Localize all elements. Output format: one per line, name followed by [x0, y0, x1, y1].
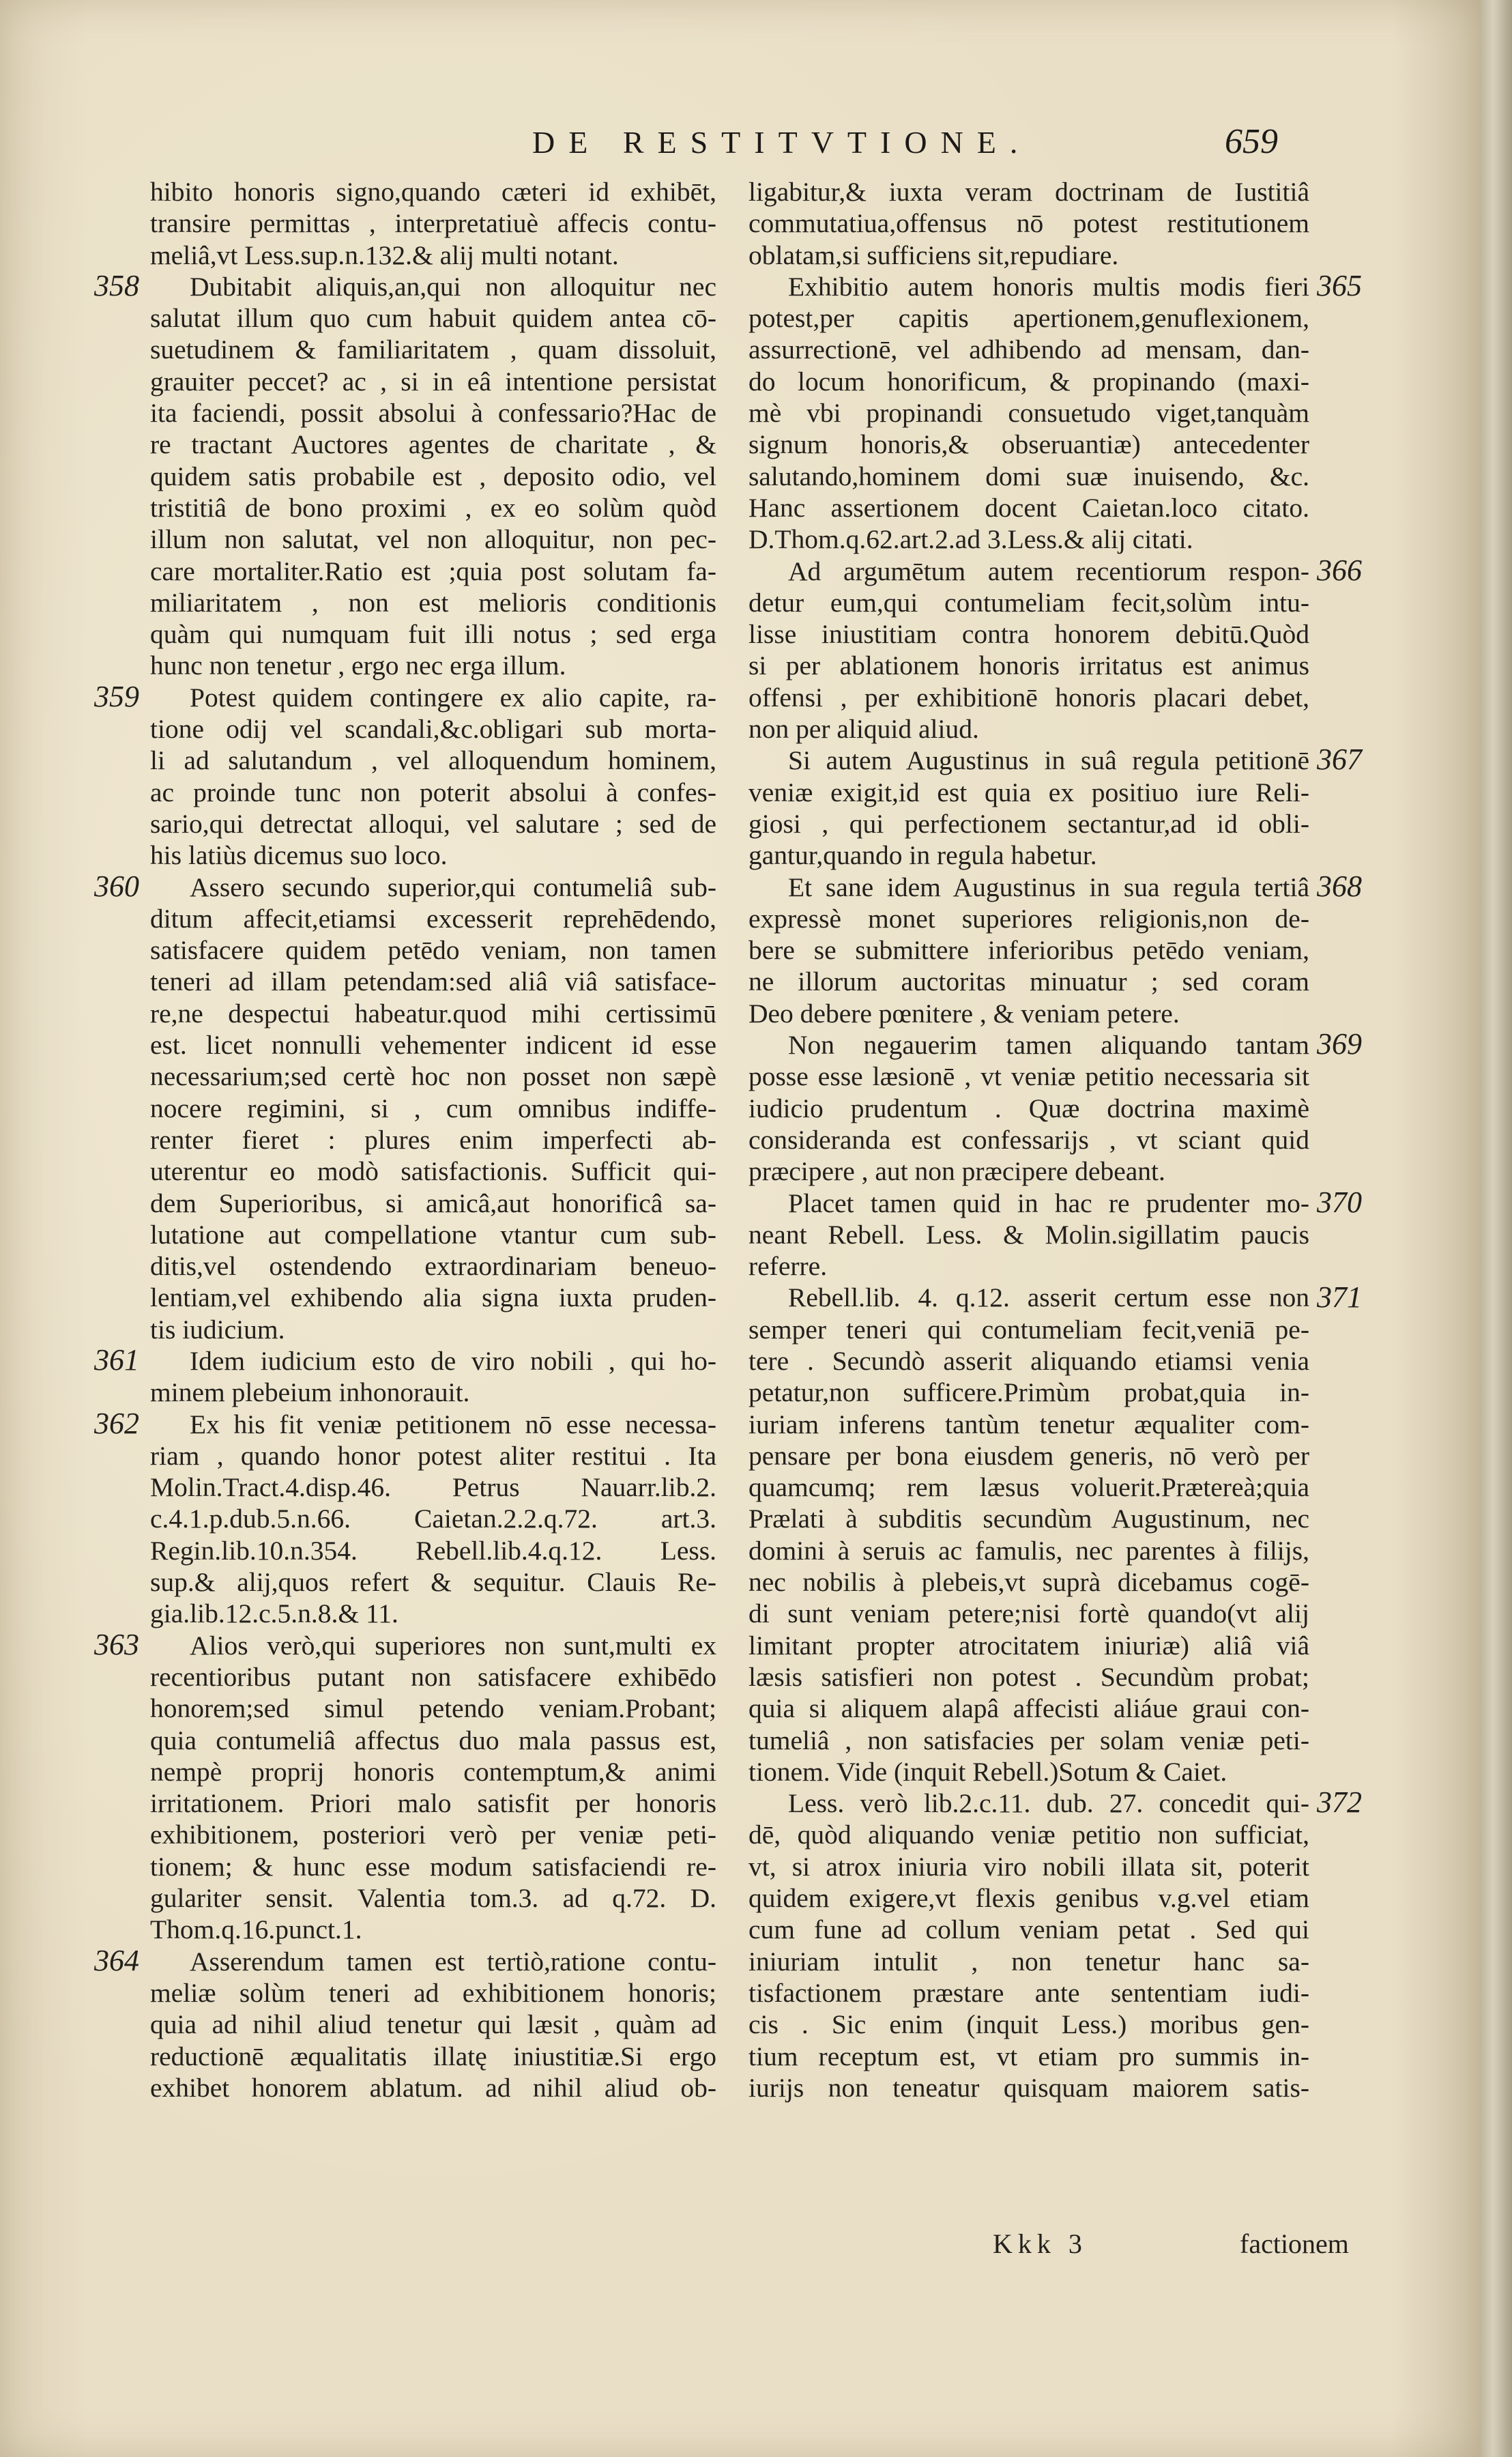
text-line: quidem satis probabile est , deposito odio, vel	[150, 461, 716, 491]
text-line: expressè monet superiores religionis,non de-	[748, 903, 1309, 934]
text-line: exhibet honorem ablatum. ad nihil aliud ob-	[150, 2072, 716, 2103]
text-line: minem plebeium inhonorauit.	[150, 1377, 470, 1408]
text-line: reductionē æqualitatis illatę iniustitiæ.Si ergo	[150, 2041, 716, 2071]
text-line: ne illorum auctoritas minuatur ; sed coram	[748, 966, 1309, 997]
text-line: re tractant Auctores agentes de charitate , &	[150, 429, 716, 460]
text-line: teneri ad illam petendam:sed aliâ viâ satisface-	[150, 966, 716, 997]
text-line: ita faciendi, possit absolui à confessario?Hac de	[150, 398, 716, 429]
text-line: detur eum,qui contumeliam fecit,solùm intu-	[748, 587, 1309, 618]
text-line: quia si aliquem alapâ affecisti aliáue graui con-	[748, 1693, 1309, 1724]
paragraph-number: 367	[1317, 743, 1362, 777]
text-line: ligabitur,& iuxta veram doctrinam de Iustitiâ	[748, 177, 1309, 207]
text-line: sario,qui detrectat alloqui, vel salutare ; sed de	[150, 808, 716, 839]
text-line: tere . Secundò asserit aliquando etiamsi venia	[748, 1345, 1309, 1376]
text-line: est. licet nonnulli vehementer indicent id esse	[150, 1030, 716, 1061]
text-line: si per ablationem honoris irritatus est animus	[748, 650, 1309, 681]
text-line: veniæ exigit,id est quia ex positiuo iure Reli-	[748, 777, 1309, 807]
text-line: læsis satisfieri non potest . Secundùm probat;	[748, 1661, 1309, 1692]
catchword: factionem	[1240, 2228, 1349, 2259]
paragraph-number: 371	[1317, 1280, 1362, 1314]
text-line: lutatione aut compellatione vtantur cum sub-	[150, 1219, 716, 1250]
text-line: neant Rebell. Less. & Molin.sigillatim paucis	[748, 1219, 1309, 1250]
paragraph-number: 372	[1317, 1785, 1362, 1820]
text-line: ditum affecit,etiamsi excesserit reprehēdendo,	[150, 903, 716, 934]
text-line: limitant propter atrocitatem iniuriæ) aliâ viâ	[748, 1630, 1309, 1661]
text-line: salutando,hominem domi suæ inuisendo, &c.	[748, 461, 1309, 491]
text-line: semper teneri qui contumeliam fecit,veniā pe-	[748, 1314, 1309, 1345]
text-line: cis . Sic enim (inquit Less.) moribus gen-	[748, 2009, 1309, 2040]
paragraph-number: 358	[94, 268, 139, 302]
text-line: Idem iudicium esto de viro nobili , qui ho-	[190, 1345, 716, 1376]
text-line: giosi , qui perfectionem sectantur,ad id obli-	[748, 808, 1309, 839]
text-line: consideranda est confessarijs , vt sciant quid	[748, 1124, 1309, 1155]
text-line: nempè proprij honoris contemptum,& animi	[150, 1756, 716, 1787]
text-line: hunc non tenetur , ergo nec erga illum.	[150, 650, 566, 681]
text-line: referre.	[748, 1251, 828, 1282]
text-line: quidem exigere,vt flexis genibus v.g.vel etiam	[748, 1883, 1309, 1914]
text-line: offensi , per exhibitionē honoris placari debet,	[748, 682, 1309, 713]
text-line: hibito honoris signo,quando cæteri id exhibēt,	[150, 177, 716, 207]
text-line: Prælati à subditis secundùm Augustinum, nec	[748, 1504, 1309, 1534]
text-line: ac proinde tunc non poterit absolui à confes-	[150, 777, 716, 807]
text-line: præcipere , aut non præcipere debeant.	[748, 1156, 1165, 1187]
text-line: Et sane idem Augustinus in sua regula tertiâ	[788, 872, 1309, 902]
text-line: Thom.q.16.punct.1.	[150, 1914, 362, 1945]
text-line: bere se submittere inferioribus petēdo veniam,	[748, 935, 1309, 966]
text-line: iurijs non teneatur quisquam maiorem satis-	[748, 2072, 1309, 2103]
text-line: Less. verò lib.2.c.11. dub. 27. concedit qui-	[788, 1788, 1309, 1819]
text-line: do locum honorificum, & propinando (maxi-	[748, 366, 1309, 397]
text-line: satisfacere quidem petēdo veniam, non tamen	[150, 935, 716, 966]
text-line: gantur,quando in regula habetur.	[748, 840, 1097, 871]
text-line: iudicio prudentum . Quæ doctrina maximè	[748, 1093, 1309, 1123]
text-line: li ad salutandum , vel alloquendum hominem,	[150, 745, 716, 776]
page-edge	[1481, 0, 1512, 2457]
running-title: DE RESTITVTIONE.	[532, 125, 1032, 160]
left-text-column	[150, 176, 716, 2103]
text-line: petatur,non sufficere.Primùm probat,quia in-	[748, 1377, 1309, 1408]
text-line: D.Thom.q.62.art.2.ad 3.Less.& alij citati.	[748, 524, 1193, 555]
text-line: exhibitionem, posteriori verò per veniæ peti-	[150, 1820, 716, 1850]
text-line: gulariter sensit. Valentia tom.3. ad q.72. D.	[150, 1883, 716, 1914]
paragraph-number: 359	[94, 679, 139, 713]
signature-mark: Kkk 3	[993, 2228, 1088, 2259]
text-line: suetudinem & familiaritatem , quam dissoluit,	[150, 334, 716, 365]
text-line: dem Superioribus, si amicâ,aut honorificâ sa-	[150, 1188, 716, 1218]
text-line: riam , quando honor potest aliter restitui . Ita	[150, 1440, 716, 1471]
text-line: Deo debere pœnitere , & veniam petere.	[748, 998, 1180, 1029]
text-line: sup.& alij,quos refert & sequitur. Clauis Re-	[150, 1567, 716, 1598]
paragraph-number: 363	[94, 1627, 139, 1661]
text-line: commutatiua,offensus nō potest restitutionem	[748, 208, 1309, 239]
text-line: Placet tamen quid in hac re prudenter mo-	[788, 1188, 1309, 1218]
text-line: iuriam inferens tantùm tenetur æqualiter com-	[748, 1409, 1309, 1439]
text-line: tionem. Vide (inquit Rebell.)Sotum & Caiet.	[748, 1756, 1227, 1787]
text-line: ditis,vel ostendendo extraordinariam beneuo-	[150, 1251, 716, 1282]
text-line: posse esse læsionē , vt veniæ petitio necessaria sit	[748, 1061, 1309, 1092]
text-line: oblatam,si sufficiens sit,repudiare.	[748, 240, 1119, 270]
text-line: his latiùs dicemus suo loco.	[150, 840, 448, 871]
text-line: Alios verò,qui superiores non sunt,multi ex	[190, 1630, 716, 1661]
text-line: Ad argumētum autem recentiorum respon-	[788, 556, 1309, 586]
text-line: meliâ,vt Less.sup.n.132.& alij multi notant.	[150, 240, 619, 270]
paragraph-number: 362	[94, 1406, 139, 1440]
text-line: tium receptum est, vt etiam pro summis in-	[748, 2041, 1309, 2071]
paragraph-number: 366	[1317, 553, 1362, 587]
text-line: illum non salutat, vel non alloquitur, non pec-	[150, 524, 716, 555]
text-line: Exhibitio autem honoris multis modis fieri	[788, 271, 1309, 302]
text-line: Ex his fit veniæ petitionem nō esse necessa-	[190, 1409, 716, 1439]
paragraph-number: 369	[1317, 1027, 1362, 1061]
text-line: Hanc assertionem docent Caietan.loco citato.	[748, 492, 1309, 523]
page-number: 659	[1225, 122, 1278, 161]
text-line: Si autem Augustinus in suâ regula petitionē	[788, 745, 1309, 776]
text-line: quàm qui numquam fuit illi notus ; sed erga	[150, 619, 716, 650]
text-line: dē, quòd aliquando veniæ petitio non sufficiat,	[748, 1820, 1309, 1850]
text-line: miliaritatem , non est melioris conditionis	[150, 587, 716, 618]
text-line: quia contumeliâ affectus duo mala passus est,	[150, 1725, 716, 1755]
paragraph-number: 370	[1317, 1185, 1362, 1219]
text-line: cum fune ad collum veniam petat . Sed qui	[748, 1914, 1309, 1945]
paragraph-number: 364	[94, 1943, 139, 1977]
text-line: quia ad nihil aliud tenetur qui læsit , quàm ad	[150, 2009, 716, 2040]
text-line: renter fieret : plures enim imperfecti ab-	[150, 1124, 716, 1155]
text-line: pensare per bona eiusdem generis, nō verò per	[748, 1440, 1309, 1471]
text-line: necessarium;sed certè hoc non posset non sæpè	[150, 1061, 716, 1092]
paragraph-number: 368	[1317, 869, 1362, 903]
text-line: Dubitabit aliquis,an,qui non alloquitur nec	[190, 271, 716, 302]
text-line: Rebell.lib. 4. q.12. asserit certum esse non	[788, 1282, 1309, 1313]
text-line: gia.lib.12.c.5.n.8.& 11.	[150, 1598, 398, 1629]
text-line: re,ne despectui habeatur.quod mihi certissimū	[150, 998, 716, 1029]
text-line: Non negauerim tamen aliquando tantam	[788, 1030, 1309, 1061]
text-line: Asserendum tamen est tertiò,ratione contu-	[190, 1946, 716, 1977]
text-line: tis iudicium.	[150, 1314, 285, 1345]
text-line: grauiter peccet? ac , si in eâ intentione persistat	[150, 366, 716, 397]
text-line: care mortaliter.Ratio est ;quia post solutam fa-	[150, 556, 716, 586]
text-line: transire permittas , interpretatiuè affecis contu-	[150, 208, 716, 239]
text-line: iniuriam intulit , non tenetur hanc sa-	[748, 1946, 1309, 1977]
paragraph-number: 365	[1317, 268, 1362, 302]
text-line: c.4.1.p.dub.5.n.66. Caietan.2.2.q.72. art.3.	[150, 1504, 716, 1534]
text-line: non per aliquid aliud.	[748, 714, 979, 745]
text-line: uterentur eo modò satisfactionis. Sufficit qui-	[150, 1156, 716, 1187]
text-line: assurrectionē, vel adhibendo ad mensam, dan-	[748, 334, 1309, 365]
text-line: nocere regimini, si , cum omnibus indiffe-	[150, 1093, 716, 1123]
text-line: recentioribus putant non satisfacere exhibēdo	[150, 1661, 716, 1692]
text-line: Potest quidem contingere ex alio capite, ra-	[190, 682, 716, 713]
text-line: potest,per capitis apertionem,genuflexionem,	[748, 303, 1309, 334]
paragraph-number: 361	[94, 1343, 139, 1377]
running-header	[0, 121, 1481, 169]
text-line: vt, si atrox iniuria viro nobili illata sit, poterit	[748, 1851, 1309, 1882]
right-text-column	[748, 176, 1309, 2103]
text-line: nec nobilis à plebeis,vt suprà dicebamus cogē-	[748, 1567, 1309, 1598]
paragraph-number: 360	[94, 869, 139, 903]
text-line: quamcumq; rem læsus voluerit.Prætereà;quia	[748, 1472, 1309, 1503]
text-line: tionem; & hunc esse modum satisfaciendi re-	[150, 1851, 716, 1882]
text-line: salutat illum quo cum habuit quidem antea cō-	[150, 303, 716, 334]
text-line: Regin.lib.10.n.354. Rebell.lib.4.q.12. Less.	[150, 1535, 716, 1566]
text-line: lisse iniustitiam contra honorem debitū.Quòd	[748, 619, 1309, 650]
text-line: di sunt veniam petere;nisi fortè quando(vt alij	[748, 1598, 1309, 1629]
text-line: tristitiâ de bono proximi , ex eo solùm quòd	[150, 492, 716, 523]
text-line: irritationem. Priori malo satisfit per honoris	[150, 1788, 716, 1819]
text-line: Assero secundo superior,qui contumeliâ sub-	[190, 872, 716, 902]
text-line: mè vbi propinandi consuetudo viget,tanquàm	[748, 398, 1309, 429]
text-line: meliæ solùm teneri ad exhibitionem honoris;	[150, 1977, 716, 2008]
text-line: signum honoris,& obseruantiæ) antecedenter	[748, 429, 1309, 460]
text-line: domini à seruis ac famulis, nec parentes à filijs,	[748, 1535, 1309, 1566]
text-line: tumeliâ , non satisfacies per solam veniæ peti-	[748, 1725, 1309, 1755]
text-line: Molin.Tract.4.disp.46. Petrus Nauarr.lib.2.	[150, 1472, 716, 1503]
text-line: honorem;sed simul petendo veniam.Probant;	[150, 1693, 716, 1724]
text-line: lentiam,vel exhibendo alia signa iuxta pruden-	[150, 1282, 716, 1313]
text-line: tione odij vel scandali,&c.obligari sub mortа-	[150, 714, 716, 745]
text-line: tisfactionem præstare ante sententiam iudi-	[748, 1977, 1309, 2008]
